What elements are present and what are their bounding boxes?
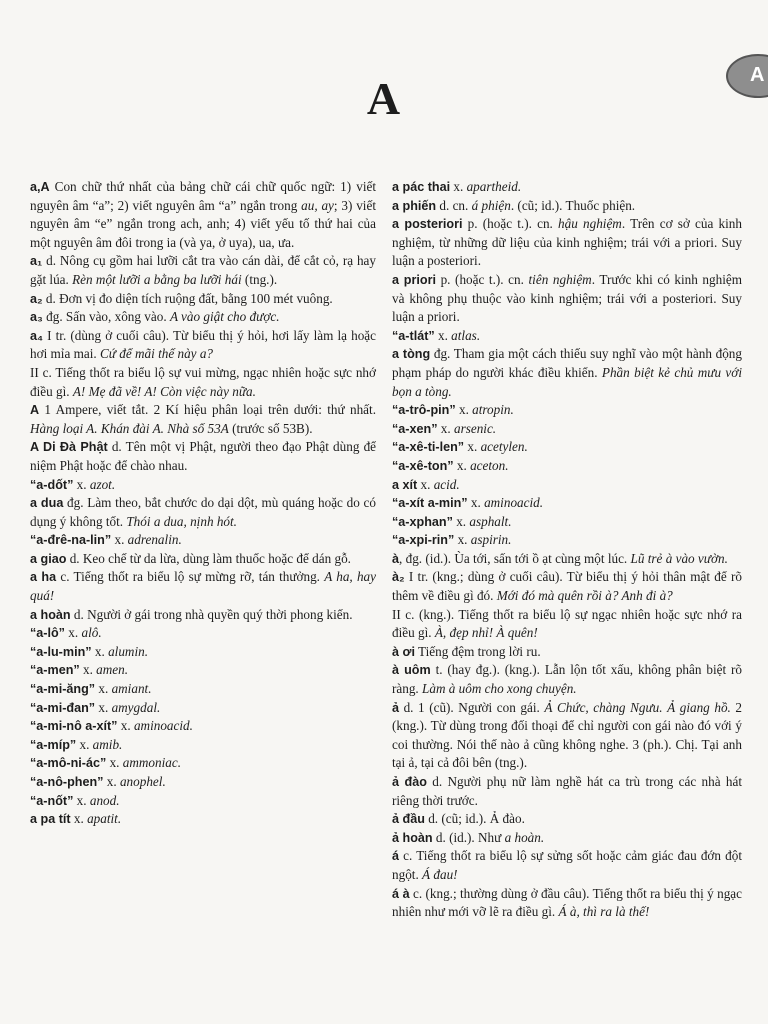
entry-tail: . (cũ; id.). Thuốc phiện.: [510, 197, 636, 213]
entry-definition: x.: [455, 402, 473, 418]
entry-example: Á à, thì ra là thế!: [558, 904, 650, 920]
entry-example: Mới đó mà quên rồi à? Anh đi à?: [496, 588, 673, 604]
entry-definition: đg. Làm theo, bắt chước do dại dột, mù quáng hoặc do có dụng ý không tốt.: [30, 495, 376, 529]
headword: A: [30, 403, 40, 418]
entry-example: apartheid.: [466, 179, 522, 194]
headword: “a-lô”: [30, 626, 65, 641]
headword: “a-míp”: [30, 737, 77, 752]
dictionary-entry: [392, 215, 742, 271]
dictionary-entry: [392, 345, 742, 401]
dictionary-entry: [30, 773, 376, 792]
entry-definition: x.: [464, 439, 481, 455]
dictionary-entry: [30, 364, 376, 401]
headword: “a-xê-ton”: [392, 458, 454, 473]
entry-definition: x.: [64, 625, 82, 641]
entry-definition: d. Người phụ nữ làm nghề hát ca trù trong các nhà hát riêng thời trước.: [392, 774, 742, 808]
headword: “a-mi-nô a-xít”: [30, 719, 118, 734]
entry-definition: d. Keo chế từ da lừa, dùng làm thuốc hoặc để dán gỗ.: [66, 550, 351, 566]
entry-tail: . Trước khi có kinh nghiệm và không phụ thuộc vào kinh nghiệm; trái với a posteriori. Suy luận a priori.: [392, 271, 742, 325]
entry-example: Ả Chức, chàng Ngưu. Ả giang hồ.: [544, 699, 731, 715]
headword: “a-xê-ti-len”: [392, 440, 465, 455]
entry-definition: II c. Tiếng thốt ra biểu lộ sự vui mừng, ngạc nhiên hoặc sực nhớ điều gì.: [30, 364, 376, 399]
entry-example: anophel.: [119, 774, 166, 789]
dictionary-entry: [392, 606, 742, 643]
dictionary-entry: [392, 550, 742, 569]
headword: “a-xpi-rin”: [392, 533, 455, 548]
entry-definition: p. (hoặc t.). cn.: [462, 216, 559, 232]
entry-definition: x.: [452, 513, 470, 529]
entry-example: atlas.: [451, 327, 481, 343]
entry-example: acetylen.: [480, 439, 528, 455]
entry-example: aceton.: [470, 457, 509, 473]
entry-example: tiên nghiệm: [528, 271, 592, 287]
dictionary-entry: [392, 457, 742, 476]
headword: a pác thai: [392, 180, 451, 194]
headword: “a-dốt”: [30, 477, 74, 492]
headword: a phiến: [392, 198, 437, 213]
dictionary-entry: [392, 661, 742, 698]
dictionary-entry: [392, 568, 742, 605]
entry-example: adrenalin.: [127, 532, 182, 548]
dictionary-entry: [30, 327, 376, 364]
entry-example: alô.: [81, 625, 102, 641]
headword: a tòng: [392, 347, 431, 362]
headword: ả đào: [392, 775, 427, 789]
headword: a ha: [30, 570, 57, 585]
entry-example: amen.: [96, 662, 129, 678]
entry-definition: d. Đơn vị đo diện tích ruộng đất, bằng 100 mét vuông.: [42, 290, 333, 306]
headword: “a-mi-ăng”: [30, 682, 96, 697]
entry-example: Cứ để mãi thế này a?: [99, 346, 214, 362]
dictionary-entry: [392, 401, 742, 420]
dictionary-entry: [30, 308, 376, 327]
entry-definition: x.: [103, 774, 120, 789]
dictionary-entry: [392, 420, 742, 439]
headword: ả: [392, 700, 400, 715]
headword: “a-mô-ni-ác”: [30, 756, 107, 771]
entry-definition: x.: [106, 755, 123, 771]
entry-example: À, đẹp nhỉ! À quên!: [434, 625, 538, 641]
headword: “a-trô-pin”: [392, 403, 456, 418]
headword: à₂: [392, 570, 405, 585]
entry-example: A vào giật cho được.: [169, 309, 280, 325]
entry-definition: p. (hoặc t.). cn.: [435, 271, 529, 287]
entry-example: au, ay: [301, 197, 334, 213]
headword: a pa tít: [30, 812, 71, 827]
dictionary-entry: [30, 178, 376, 252]
entry-example: A! Mẹ đã về! A! Còn việc này nữa.: [72, 383, 256, 399]
headword: “a-xphan”: [392, 514, 453, 529]
headword: “a-tlát”: [392, 328, 435, 343]
entry-definition: 1 Ampere, viết tắt. 2 Kí hiệu phân loại trên dưới: thứ nhất.: [39, 402, 376, 418]
entry-definition: x.: [70, 811, 88, 827]
headword: à uôm: [392, 663, 431, 678]
entry-tail: (trước số 53B).: [228, 420, 313, 436]
entry-example: aminoacid.: [133, 718, 193, 734]
thumb-index-letter: A: [750, 64, 765, 86]
headword: a₃: [30, 310, 43, 325]
dictionary-entry: [392, 810, 742, 829]
entry-definition: đg. Tham gia một cách thiếu suy nghĩ vào một hành động phạm pháp do người khác điều khiển.: [392, 346, 742, 380]
entry-example: azot.: [89, 476, 116, 492]
headword: à ơi: [392, 644, 415, 659]
entry-example: anod.: [89, 792, 120, 808]
entry-definition: Con chữ thứ nhất của bảng chữ cái chữ quốc ngữ: 1) viết nguyên âm “a”; 2) viết nguyên âm “a” ngắn trong: [30, 179, 376, 213]
entry-example: atropin.: [472, 402, 514, 418]
entry-definition: x.: [437, 420, 454, 436]
entry-definition: x.: [111, 532, 128, 548]
entry-definition: x.: [73, 792, 90, 808]
entry-definition: d. cn.: [436, 197, 472, 213]
dictionary-entry: [30, 810, 376, 829]
entry-definition: x.: [73, 476, 90, 492]
entry-example: asphalt.: [469, 513, 512, 529]
dictionary-entry: [392, 197, 742, 216]
entry-definition: Tiếng đệm trong lời ru.: [414, 643, 541, 659]
entry-definition: x.: [79, 662, 97, 678]
entry-definition: x.: [95, 681, 112, 697]
entry-example: Á đau!: [422, 866, 458, 882]
dictionary-entry: [392, 494, 742, 513]
dictionary-entry: [30, 401, 376, 438]
dictionary-entry: [30, 252, 376, 289]
entry-example: apatit.: [87, 811, 122, 827]
entry-definition: II c. (kng.). Tiếng thốt ra biểu lộ sự ngạc nhiên hoặc sực nhớ ra điều gì.: [392, 606, 742, 641]
dictionary-entry: [392, 476, 742, 495]
entry-example: a hoàn.: [504, 829, 545, 845]
headword: a priori: [392, 272, 436, 287]
dictionary-entry: [392, 829, 742, 848]
headword: “a-xen”: [392, 421, 438, 436]
dictionary-entry: [30, 568, 376, 605]
dictionary-entry: [30, 736, 376, 755]
headword: á: [392, 849, 400, 864]
headword: “a-nốt”: [30, 793, 74, 808]
dictionary-entry: [392, 885, 742, 922]
dictionary-entry: [30, 624, 376, 643]
entry-example: Lũ trẻ à vào vườn.: [630, 550, 728, 566]
entry-definition: x.: [417, 476, 434, 492]
headword: “a-lu-min”: [30, 644, 92, 659]
headword: “a-xít a-min”: [392, 496, 468, 511]
entry-tail: 2 (kng.). Từ dùng trong đối thoại để chỉ người con gái nào đó với ý coi thường. Nói thế nào ả cũng không nghe. 3 (ph.). Chị. Tại anh tại ả, tại cả đôi bên (tng.).: [392, 699, 743, 771]
entry-tail: . Trên cơ sở của kinh nghiệm, từ những dữ liệu của kinh nghiệm; trái với a priori. Suy luận a posteriori.: [392, 216, 742, 269]
dictionary-entry: [392, 847, 742, 884]
headword: a₄: [30, 328, 44, 343]
dictionary-entry: [392, 327, 742, 346]
entry-definition: x.: [95, 699, 112, 715]
entry-definition: d. Tên một vị Phật, người theo đạo Phật dùng để niệm Phật hoặc để chào nhau.: [30, 439, 377, 473]
headword: a₂: [30, 291, 43, 306]
entry-definition: c. (kng.; thường dùng ở đầu câu). Tiếng thốt ra biểu thị ý ngạc nhiên như mới vỡ lẽ ra điều gì.: [392, 885, 742, 920]
entry-example: Thói a dua, nịnh hót.: [126, 513, 237, 529]
dictionary-entry: [30, 438, 376, 475]
entry-definition: x.: [453, 457, 471, 473]
dictionary-entry: [30, 661, 376, 680]
entry-definition: d. (id.). Như: [432, 829, 505, 845]
dictionary-entry: [30, 680, 376, 699]
left-column: [30, 178, 376, 829]
entry-example: A ha, hay quá!: [30, 569, 376, 604]
entry-example: amiant.: [111, 681, 152, 697]
dictionary-entry: [392, 271, 742, 327]
dictionary-entry: [392, 643, 742, 662]
entry-example: amygdal.: [111, 699, 161, 715]
entry-example: Làm à uôm cho xong chuyện.: [422, 681, 577, 697]
entry-definition: x.: [91, 643, 109, 659]
dictionary-entry: [392, 513, 742, 532]
entry-definition: t. (hay đg.). (kng.). Lẫn lộn tốt xấu, không phân biệt rõ ràng.: [392, 662, 743, 697]
right-column: [392, 178, 742, 922]
entry-example: Phần biệt kẻ chủ mưu với bọn a tòng.: [392, 364, 742, 399]
headword: a,A: [30, 180, 50, 194]
headword: “a-men”: [30, 663, 80, 678]
dictionary-entry: [392, 178, 742, 197]
entry-example: hậu nghiệm: [558, 216, 622, 232]
entry-example: aminoacid.: [484, 495, 544, 511]
entry-tail: (tng.).: [241, 271, 278, 287]
headword: “a-mi-đan”: [30, 700, 96, 715]
headword: “a-đrê-na-lin”: [30, 533, 112, 548]
headword: a dua: [30, 496, 64, 511]
dictionary-entry: [30, 550, 376, 569]
dictionary-entry: [30, 290, 376, 309]
entry-definition: x.: [467, 495, 485, 511]
entry-example: Hàng loại A. Khán đài A. Nhà số 53A: [30, 420, 229, 436]
entry-example: arsenic.: [453, 420, 497, 436]
dictionary-entry: [392, 531, 742, 550]
entry-definition: đg. Sấn vào, xông vào.: [42, 309, 170, 325]
entry-example: Rèn một lưỡi a bằng ba lưỡi hái: [72, 271, 242, 287]
headword: a posteriori: [392, 217, 463, 232]
entry-definition: x.: [450, 179, 467, 194]
entry-definition: I tr. (dùng ở cuối câu). Từ biểu thị ý hỏi, hơi lấy làm lạ hoặc hơi mỉa mai.: [30, 327, 376, 362]
dictionary-entry: [30, 531, 376, 550]
dictionary-entry: [30, 754, 376, 773]
headword: a giao: [30, 551, 67, 566]
dictionary-entry: [392, 438, 742, 457]
headword: a hoàn: [30, 607, 71, 622]
entry-definition: x.: [454, 532, 471, 548]
entry-example: ammoniac.: [122, 755, 182, 771]
headword: ả hoàn: [392, 830, 433, 845]
dictionary-entry: [30, 792, 376, 811]
dictionary-entry: [30, 717, 376, 736]
entry-example: alumin.: [108, 643, 148, 659]
entry-definition: c. Tiếng thốt ra biểu lộ sự sửng sốt hoặc cảm giác đau đớn đột ngột.: [392, 848, 742, 882]
dictionary-entry: [392, 773, 742, 810]
entry-example: á phiện: [471, 197, 511, 213]
headword: “a-nô-phen”: [30, 775, 104, 789]
entry-definition: d. Người ở gái trong nhà quyền quý thời phong kiến.: [70, 606, 353, 622]
entry-definition: d. Nông cụ gồm hai lưỡi cắt tra vào cán dài, để cắt cỏ, rạ hay gặt lúa.: [30, 253, 376, 287]
headword: à: [392, 551, 400, 566]
dictionary-entry: [30, 476, 376, 495]
entry-definition: c. Tiếng thốt ra biểu lộ sự mừng rỡ, tán thưởng.: [56, 569, 325, 585]
entry-example: amib.: [92, 736, 123, 752]
page-title: A: [366, 73, 402, 124]
dictionary-entry: [30, 643, 376, 662]
entry-definition: I tr. (kng.; dùng ở cuối câu). Từ biểu thị ý hỏi thân mật để rõ thêm về điều gì đó.: [392, 569, 742, 604]
entry-example: acid.: [433, 476, 460, 492]
entry-definition: d. (cũ; id.). Ả đào.: [424, 811, 525, 827]
entry-tail: ; 3) viết nguyên âm “e” ngắn trong ach, anh; 4) viết yếu tố thứ hai của một nguyên âm đôi trong ia (và ya, ở uya), ua, ưa.: [30, 197, 376, 250]
headword: á à: [392, 886, 410, 901]
entry-definition: d. 1 (cũ). Người con gái.: [399, 699, 545, 715]
headword: a xít: [392, 477, 418, 492]
dictionary-entry: [30, 606, 376, 625]
entry-definition: x.: [434, 327, 452, 343]
entry-definition: x.: [117, 718, 134, 734]
headword: ả đầu: [392, 812, 425, 827]
entry-definition: , đg. (id.). Ùa tới, sấn tới ồ ạt cùng một lúc.: [399, 550, 631, 566]
entry-definition: x.: [76, 736, 93, 752]
dictionary-entry: [392, 699, 742, 773]
dictionary-entry: [30, 699, 376, 718]
headword: a₁: [30, 254, 43, 269]
dictionary-entry: [30, 494, 376, 531]
headword: A Di Đà Phật: [30, 440, 108, 455]
entry-example: aspirin.: [470, 532, 512, 548]
